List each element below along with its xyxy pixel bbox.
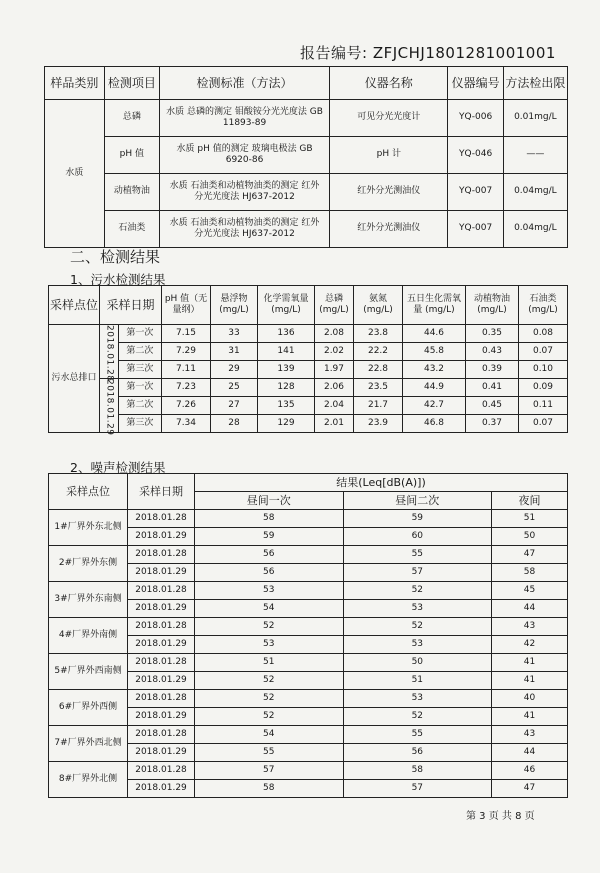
table-cell: 50 [492, 528, 568, 546]
table-cell: 52 [343, 708, 492, 726]
table-cell: 51 [492, 510, 568, 528]
instrument-no-cell: YQ-006 [448, 100, 503, 137]
table-cell: 7.26 [162, 397, 211, 415]
table-row [49, 415, 568, 433]
table-cell: 0.43 [466, 343, 519, 361]
table-cell: 22.8 [354, 361, 403, 379]
table-cell: 0.11 [519, 397, 568, 415]
table-cell: 53 [195, 582, 344, 600]
table-cell: 57 [343, 780, 492, 798]
header-cell: 样品类别 [45, 67, 105, 100]
header-cell: 氨氮 (mg/L) [354, 286, 403, 325]
table-cell: 2.08 [315, 325, 354, 343]
instrument-cell: 可见分光光度计 [330, 100, 448, 137]
header-cell: 方法检出限 [503, 67, 567, 100]
table-cell: 2.06 [315, 379, 354, 397]
table-cell: 46 [492, 762, 568, 780]
table-cell: 41 [492, 708, 568, 726]
noise-table [48, 473, 568, 798]
table-row [49, 582, 568, 600]
table-row [49, 361, 568, 379]
table-cell: 22.2 [354, 343, 403, 361]
noise-title: 2、噪声检测结果 [70, 460, 166, 475]
report-number-value: ZFJCHJ1801281001001 [372, 44, 556, 62]
date-cell: 2018.01.28 [128, 618, 195, 636]
table-row [45, 137, 568, 174]
table-cell: 54 [195, 600, 344, 618]
header-cell: 昼间一次 [195, 492, 344, 510]
table-cell: 1.97 [315, 361, 354, 379]
date-cell: 2018.01.29 [128, 528, 195, 546]
header-cell: 夜间 [492, 492, 568, 510]
item-cell: 总磷 [104, 100, 159, 137]
table-row [49, 618, 568, 636]
table-cell: 23.8 [354, 325, 403, 343]
instrument-cell: 红外分光测油仪 [330, 174, 448, 211]
instrument-cell: pH 计 [330, 137, 448, 174]
date-cell: 2018.01.28 [100, 325, 119, 379]
table-cell: 7.29 [162, 343, 211, 361]
instrument-no-cell: YQ-046 [448, 137, 503, 174]
table-cell: 58 [195, 510, 344, 528]
table-cell: 55 [343, 546, 492, 564]
table-cell: 41 [492, 654, 568, 672]
table-cell: 59 [195, 528, 344, 546]
table-cell: 0.37 [466, 415, 519, 433]
table-cell: 53 [343, 690, 492, 708]
date-cell: 2018.01.29 [128, 708, 195, 726]
table-cell: 23.5 [354, 379, 403, 397]
table-cell: 42 [492, 636, 568, 654]
table-cell: 第二次 [118, 397, 161, 415]
item-cell: pH 值 [104, 137, 159, 174]
instrument-no-cell: YQ-007 [448, 174, 503, 211]
header-cell: 结果(Leq[dB(A)]) [195, 474, 568, 492]
table-cell: 58 [195, 780, 344, 798]
section-title: 二、检测结果 [70, 248, 161, 266]
table-cell: 43 [492, 618, 568, 636]
date-cell: 2018.01.29 [128, 780, 195, 798]
table-cell: 28 [211, 415, 258, 433]
table-cell: 47 [492, 780, 568, 798]
header-cell: 仪器编号 [448, 67, 503, 100]
table-cell: 57 [195, 762, 344, 780]
table-cell: 44 [492, 744, 568, 762]
table-cell: 136 [258, 325, 315, 343]
sample-category-cell: 水质 [45, 100, 105, 248]
header-cell: 检测项目 [104, 67, 159, 100]
report-number [300, 42, 556, 63]
table-cell: 52 [343, 582, 492, 600]
method-table [44, 66, 568, 248]
table-cell: 58 [343, 762, 492, 780]
table-cell: 55 [343, 726, 492, 744]
table-cell: 141 [258, 343, 315, 361]
table-cell: 56 [195, 546, 344, 564]
item-cell: 动植物油 [104, 174, 159, 211]
header-cell: 化学需氧量 (mg/L) [258, 286, 315, 325]
date-cell: 2018.01.29 [128, 672, 195, 690]
header-cell: 采样日期 [128, 474, 195, 510]
table-row [49, 762, 568, 780]
instrument-no-cell: YQ-007 [448, 211, 503, 248]
table-cell: 33 [211, 325, 258, 343]
date-cell: 2018.01.28 [128, 690, 195, 708]
standard-cell: 水质 石油类和动植物油类的测定 红外分光光度法 HJ637-2012 [159, 174, 329, 211]
table-row [45, 174, 568, 211]
table-cell: 51 [343, 672, 492, 690]
table-cell: 7.11 [162, 361, 211, 379]
point-name-cell: 7#厂界外西北侧 [49, 726, 128, 762]
table-cell: 58 [492, 564, 568, 582]
item-cell: 石油类 [104, 211, 159, 248]
table-cell: 53 [343, 600, 492, 618]
table-cell: 52 [195, 690, 344, 708]
point-name-cell: 6#厂界外西侧 [49, 690, 128, 726]
table-row [45, 100, 568, 137]
table-cell: 0.45 [466, 397, 519, 415]
point-name-cell: 3#厂界外东南侧 [49, 582, 128, 618]
header-cell: 石油类 (mg/L) [519, 286, 568, 325]
date-cell: 2018.01.28 [128, 654, 195, 672]
table-cell: 7.15 [162, 325, 211, 343]
header-cell: 五日生化需氧量 (mg/L) [403, 286, 466, 325]
limit-cell: 0.01mg/L [503, 100, 567, 137]
table-cell: 52 [343, 618, 492, 636]
limit-cell: 0.04mg/L [503, 174, 567, 211]
table-cell: 139 [258, 361, 315, 379]
header-cell: pH 值（无量纲） [162, 286, 211, 325]
wastewater-table [48, 285, 568, 436]
table-cell: 0.41 [466, 379, 519, 397]
table-cell: 57 [343, 564, 492, 582]
table-cell: 29 [211, 361, 258, 379]
table-cell: 52 [195, 672, 344, 690]
header-cell: 采样点位 [49, 286, 100, 325]
noise-table-header [49, 474, 568, 492]
point-name-cell: 4#厂界外南侧 [49, 618, 128, 654]
table-cell: 0.09 [519, 379, 568, 397]
table-cell: 40 [492, 690, 568, 708]
date-cell: 2018.01.28 [128, 762, 195, 780]
table-cell: 25 [211, 379, 258, 397]
date-cell: 2018.01.28 [128, 546, 195, 564]
limit-cell: 0.04mg/L [503, 211, 567, 248]
table-cell: 44.6 [403, 325, 466, 343]
table-row [49, 325, 568, 343]
table-row [49, 726, 568, 744]
table-row [49, 546, 568, 564]
page-footer: 第 3 页 共 8 页 [466, 811, 535, 822]
table-cell: 第一次 [118, 379, 161, 397]
date-cell: 2018.01.29 [128, 636, 195, 654]
date-cell: 2018.01.29 [128, 600, 195, 618]
table-cell: 129 [258, 415, 315, 433]
wastewater-table-header [49, 286, 568, 325]
table-cell: 0.07 [519, 415, 568, 433]
date-cell: 2018.01.29 [128, 744, 195, 762]
standard-cell: 水质 石油类和动植物油类的测定 红外分光光度法 HJ637-2012 [159, 211, 329, 248]
table-row [45, 211, 568, 248]
date-cell: 2018.01.28 [128, 582, 195, 600]
table-row [49, 397, 568, 415]
table-cell: 7.23 [162, 379, 211, 397]
header-cell: 采样点位 [49, 474, 128, 510]
date-cell: 2018.01.28 [128, 510, 195, 528]
date-cell: 2018.01.29 [100, 379, 119, 433]
table-cell: 59 [343, 510, 492, 528]
report-number-label: 报告编号: [300, 44, 368, 62]
table-cell: 31 [211, 343, 258, 361]
table-cell: 2.02 [315, 343, 354, 361]
table-cell: 42.7 [403, 397, 466, 415]
table-cell: 52 [195, 708, 344, 726]
table-cell: 0.07 [519, 343, 568, 361]
table-cell: 43.2 [403, 361, 466, 379]
point-name-cell: 5#厂界外西南侧 [49, 654, 128, 690]
table-cell: 128 [258, 379, 315, 397]
table-cell: 56 [343, 744, 492, 762]
header-cell: 采样日期 [100, 286, 162, 325]
header-cell: 检测标准（方法） [159, 67, 329, 100]
table-cell: 56 [195, 564, 344, 582]
date-cell: 2018.01.29 [128, 564, 195, 582]
instrument-cell: 红外分光测油仪 [330, 211, 448, 248]
table-cell: 0.10 [519, 361, 568, 379]
table-row [49, 343, 568, 361]
table-cell: 54 [195, 726, 344, 744]
table-cell: 52 [195, 618, 344, 636]
header-cell: 总磷 (mg/L) [315, 286, 354, 325]
table-cell: 2.01 [315, 415, 354, 433]
table-cell: 第一次 [118, 325, 161, 343]
table-cell: 55 [195, 744, 344, 762]
table-cell: 60 [343, 528, 492, 546]
table-cell: 51 [195, 654, 344, 672]
header-cell: 昼间二次 [343, 492, 492, 510]
table-cell: 135 [258, 397, 315, 415]
table-row [49, 510, 568, 528]
table-cell: 53 [195, 636, 344, 654]
method-table-header [45, 67, 568, 100]
table-cell: 第二次 [118, 343, 161, 361]
point-name-cell: 2#厂界外东侧 [49, 546, 128, 582]
table-cell: 50 [343, 654, 492, 672]
table-cell: 2.04 [315, 397, 354, 415]
table-cell: 0.35 [466, 325, 519, 343]
table-row [49, 654, 568, 672]
date-cell: 2018.01.28 [128, 726, 195, 744]
table-cell: 45 [492, 582, 568, 600]
point-name-cell: 8#厂界外北侧 [49, 762, 128, 798]
table-cell: 21.7 [354, 397, 403, 415]
table-row [49, 690, 568, 708]
table-cell: 44 [492, 600, 568, 618]
table-cell: 46.8 [403, 415, 466, 433]
table-cell: 0.39 [466, 361, 519, 379]
table-cell: 7.34 [162, 415, 211, 433]
table-cell: 第三次 [118, 361, 161, 379]
point-name-cell: 1#厂界外东北侧 [49, 510, 128, 546]
table-cell: 43 [492, 726, 568, 744]
wastewater-title: 1、污水检测结果 [70, 272, 166, 287]
location-cell: 污水总排口 [49, 325, 100, 433]
standard-cell: 水质 pH 值的测定 玻璃电极法 GB 6920-86 [159, 137, 329, 174]
table-cell: 53 [343, 636, 492, 654]
table-cell: 41 [492, 672, 568, 690]
header-cell: 悬浮物(mg/L) [211, 286, 258, 325]
table-cell: 44.9 [403, 379, 466, 397]
header-cell: 仪器名称 [330, 67, 448, 100]
table-cell: 23.9 [354, 415, 403, 433]
table-cell: 第三次 [118, 415, 161, 433]
table-row [49, 379, 568, 397]
table-cell: 45.8 [403, 343, 466, 361]
header-cell: 动植物油 (mg/L) [466, 286, 519, 325]
limit-cell: —— [503, 137, 567, 174]
table-cell: 47 [492, 546, 568, 564]
table-cell: 27 [211, 397, 258, 415]
table-cell: 0.08 [519, 325, 568, 343]
standard-cell: 水质 总磷的测定 钼酸铵分光光度法 GB 11893-89 [159, 100, 329, 137]
